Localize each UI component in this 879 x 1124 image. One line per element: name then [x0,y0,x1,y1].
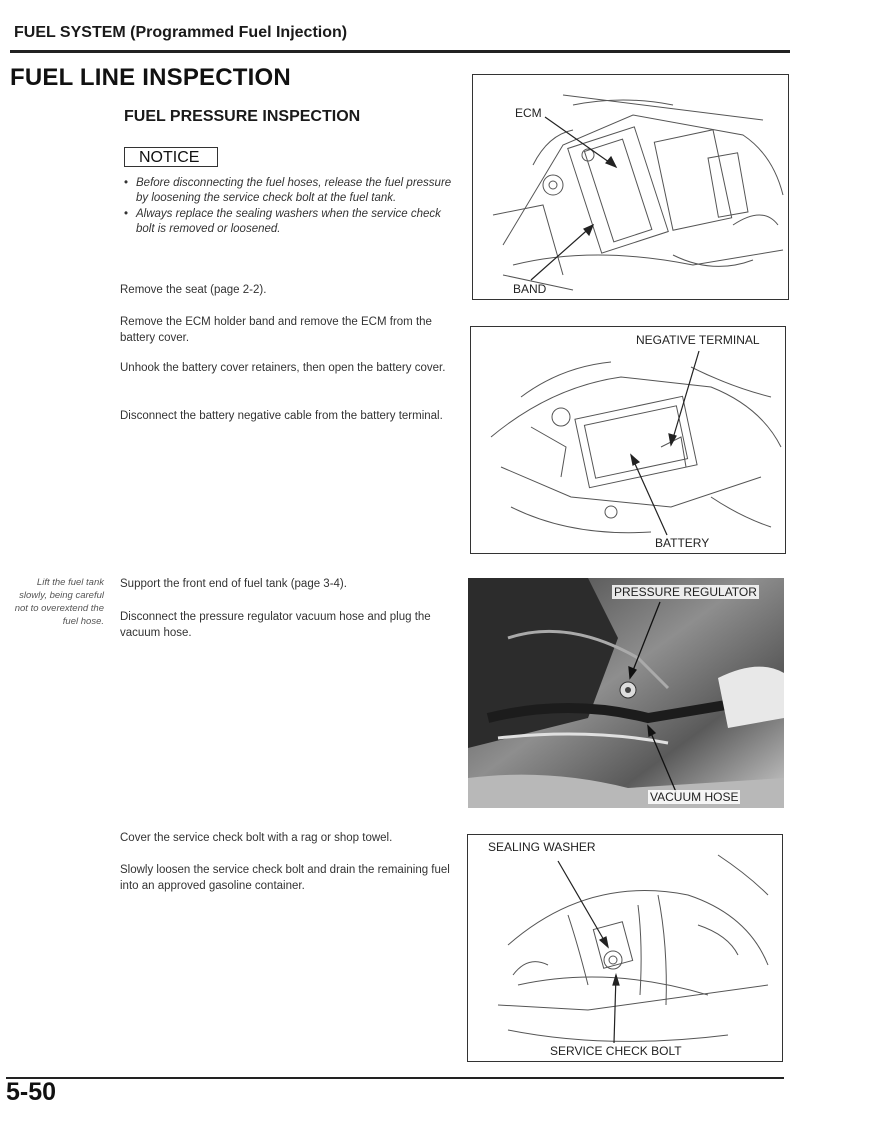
header-subsection: (Programmed Fuel Injection) [130,24,348,41]
step-text: Disconnect the battery negative cable from the battery terminal. [120,410,443,422]
figure-label: PRESSURE REGULATOR [614,585,757,599]
pressure-regulator-photo [468,578,784,808]
figure-label: SEALING WASHER [488,840,596,854]
figure-label: ECM [515,106,542,120]
notice-item: • Before disconnecting the fuel hoses, release the fuel pressure by loosening the service check bolt at the fuel tank. [120,176,460,206]
side-note: Lift the fuel tank slowly, being careful not to overextend the fuel hose. [14,577,104,627]
figure-label: SERVICE CHECK BOLT [550,1044,682,1058]
header-rule [10,50,790,53]
figure-pressure-regulator-photo [468,578,784,808]
step-text: Remove the seat (page 2-2). [120,284,267,296]
step-text: Support the front end of fuel tank (page 3-4). [120,578,347,590]
header-section: FUEL SYSTEM [14,24,126,41]
figure-label: BAND [513,282,547,296]
running-header [14,24,347,42]
figure-service-check-bolt [467,834,783,1062]
step-text: Remove the ECM holder band and remove the ECM from the battery cover. [120,316,432,344]
step-text: Unhook the battery cover retainers, then open the battery cover. [120,362,446,374]
battery-illustration [471,327,786,554]
page-title: FUEL LINE INSPECTION [10,64,291,91]
notice-item: • Always replace the sealing washers when the service check bolt is removed or loosened. [120,207,460,237]
figure-label: VACUUM HOSE [650,790,739,804]
figure-battery [470,326,786,554]
figure-label: BATTERY [655,536,710,550]
figure-label: NEGATIVE TERMINAL [636,333,760,347]
section-subtitle: FUEL PRESSURE INSPECTION [124,108,361,125]
page-number: 5-50 [6,1078,57,1106]
notice-label: NOTICE [124,147,218,167]
step-text: Slowly loosen the service check bolt and drain the remaining fuel into an approved gasoline container. [120,864,450,892]
notice-list [120,176,460,238]
service-check-bolt-illustration [468,835,783,1062]
step-text: Disconnect the pressure regulator vacuum hose and plug the vacuum hose. [120,611,431,639]
step-text: Cover the service check bolt with a rag or shop towel. [120,832,393,844]
footer-rule [6,1077,784,1079]
figure-ecm [472,74,789,300]
